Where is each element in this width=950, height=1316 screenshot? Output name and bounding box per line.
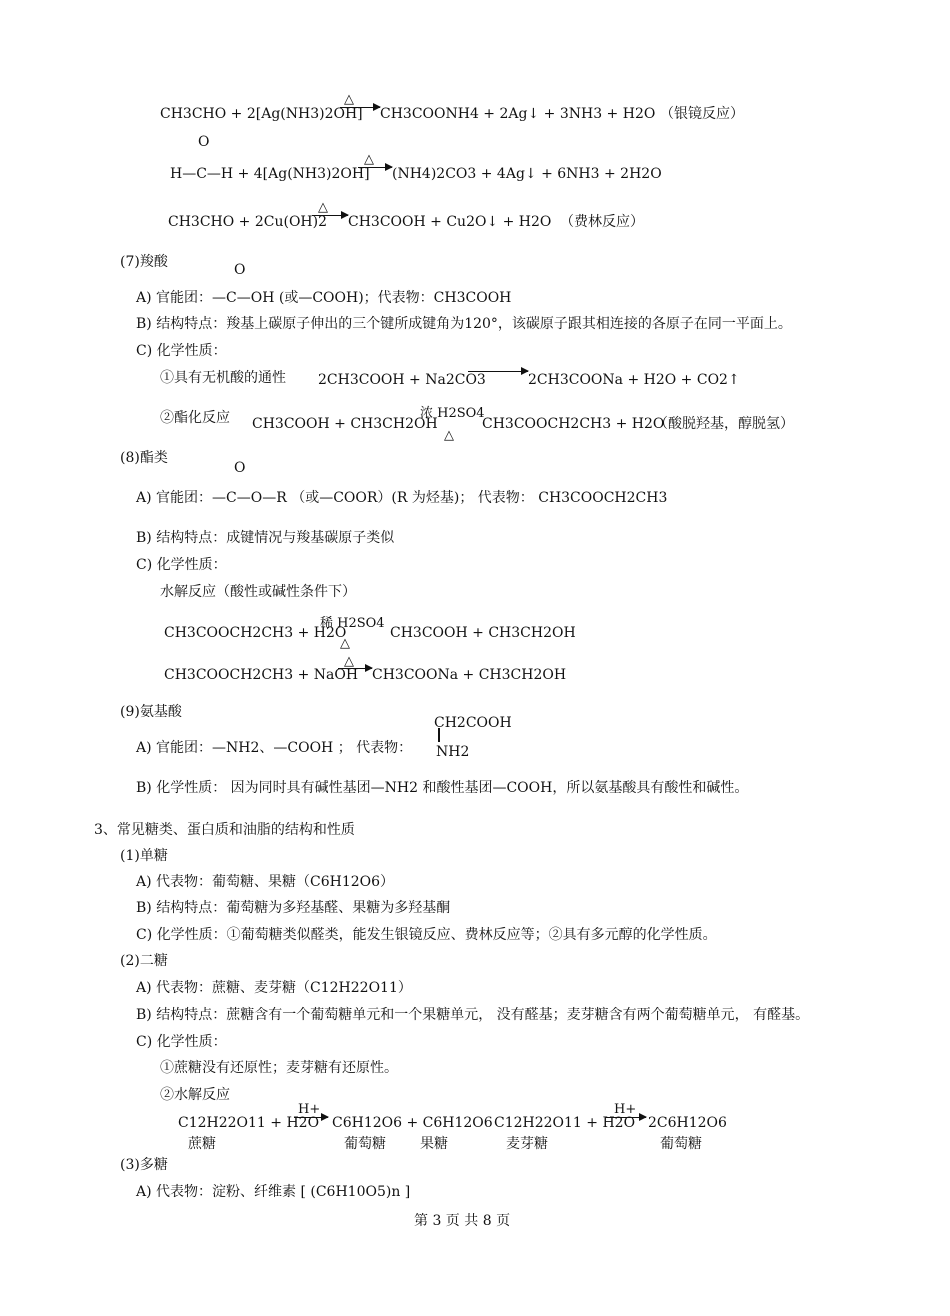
equation-sucrose-hydrolysis-right: C6H12O6 + C6H12O6: [332, 1115, 493, 1131]
reaction-arrow: [338, 668, 372, 669]
reaction-arrow: [340, 107, 380, 108]
reaction-arrow: [358, 167, 392, 168]
carbonyl-o-mark: O: [234, 460, 246, 476]
equation-formaldehyde-right: (NH4)2CO3 + 4Ag↓ + 6NH3 + 2H2O: [392, 166, 662, 182]
di-reducing-property: ①蔗糖没有还原性；麦芽糖有还原性。: [160, 1060, 398, 1076]
equation-formaldehyde-left: H—C—H + 4[Ag(NH3)2OH]: [170, 166, 370, 182]
condition-catalyst: H+: [614, 1102, 637, 1117]
section-title-sugars: 3、常见糖类、蛋白质和油脂的结构和性质: [94, 822, 355, 838]
sub-heading-disaccharides: (2)二糖: [120, 953, 168, 969]
equation-note: （酸脱羟基，醇脱氢）: [654, 416, 794, 432]
equation-esterification-right: CH3COOCH2CH3 + H2O: [482, 416, 665, 432]
equation-acid-hydrolysis-left: CH3COOCH2CH3 + H2O: [164, 625, 347, 641]
ester-functional-group: A) 官能团：—C—O—R （或—COOR）(R 为烃基)； 代表物： CH3COOCH2CH3: [136, 490, 668, 506]
sub-heading-monosaccharides: (1)单糖: [120, 848, 168, 864]
di-hydrolysis-label: ②水解反应: [160, 1087, 230, 1103]
mono-representatives: A) 代表物：葡萄糖、果糖（C6H12O6）: [136, 874, 395, 890]
acid-functional-group: A) 官能团：—C—OH (或—COOH)；代表物：CH3COOH: [136, 290, 512, 306]
glycine-structure-bottom: NH2: [436, 744, 470, 760]
compound-name: 葡萄糖: [344, 1136, 386, 1152]
di-structure: B) 结构特点：蔗糖含有一个葡萄糖单元和一个果糖单元， 没有醛基；麦芽糖含有两个葡萄糖单元， 有醛基。: [136, 1007, 810, 1023]
di-chemistry-label: C) 化学性质：: [136, 1034, 227, 1050]
mono-structure: B) 结构特点：葡萄糖为多羟基醛、果糖为多羟基酮: [136, 900, 451, 916]
condition-heat: △: [344, 92, 354, 107]
acid-structure: B) 结构特点：羧基上碳原子伸出的三个键所成键角为120°，该碳原子跟其相连接的各原子在同一平面上。: [136, 316, 792, 332]
equation-maltose-hydrolysis-left: C12H22O11 + H2O: [494, 1115, 636, 1131]
equation-base-hydrolysis-left: CH3COOCH2CH3 + NaOH: [164, 667, 359, 683]
equation-sucrose-hydrolysis-left: C12H22O11 + H2O: [178, 1115, 320, 1131]
condition-heat: △: [364, 152, 374, 167]
equation-maltose-hydrolysis-right: 2C6H12O6: [648, 1115, 727, 1131]
section-heading-amino-acids: (9)氨基酸: [120, 704, 182, 720]
di-representatives: A) 代表物：蔗糖、麦芽糖（C12H22O11）: [136, 980, 412, 996]
ester-hydrolysis-label: 水解反应（酸性或碱性条件下）: [160, 584, 356, 600]
reaction-arrow: [468, 371, 528, 372]
condition-catalyst: 浓 H2SO4: [420, 406, 485, 421]
equation-fehling-left: CH3CHO + 2Cu(OH)2: [168, 214, 328, 230]
condition-heat: △: [344, 654, 354, 669]
equation-acid-hydrolysis-right: CH3COOH + CH3CH2OH: [390, 625, 576, 641]
equation-silver-mirror-left: CH3CHO + 2[Ag(NH3)2OH]: [160, 106, 363, 122]
compound-name: 麦芽糖: [506, 1136, 548, 1152]
compound-name: 蔗糖: [188, 1136, 216, 1152]
section-heading-esters: (8)酯类: [120, 450, 168, 466]
equation-esterification-left: CH3COOH + CH3CH2OH: [252, 416, 438, 432]
sub-heading-polysaccharides: (3)多糖: [120, 1157, 168, 1173]
condition-heat: △: [444, 428, 454, 443]
condition-heat: △: [340, 636, 350, 651]
acid-chemistry-label: C) 化学性质：: [136, 343, 227, 359]
carbonyl-o-mark: O: [198, 134, 210, 150]
equation-fehling-right: CH3COOH + Cu2O↓ + H2O: [348, 214, 552, 230]
equation-acid-carbonate-left: 2CH3COOH + Na2CO3: [318, 372, 486, 388]
condition-catalyst: 稀 H2SO4: [320, 616, 385, 631]
condition-heat: △: [318, 200, 328, 215]
mono-chemistry: C) 化学性质：①葡萄糖类似醛类，能发生银镜反应、费林反应等；②具有多元醇的化学性质。: [136, 927, 717, 943]
equation-silver-mirror-right: CH3COONH4 + 2Ag↓ + 3NH3 + H2O: [380, 106, 656, 122]
reaction-arrow: [294, 1117, 328, 1118]
ester-chemistry-label: C) 化学性质：: [136, 557, 227, 573]
compound-name: 葡萄糖: [660, 1136, 702, 1152]
condition-catalyst: H+: [298, 1102, 321, 1117]
page-number: 第 3 页 共 8 页: [414, 1213, 511, 1229]
acid-property-2-label: ②酯化反应: [160, 410, 230, 426]
equation-base-hydrolysis-right: CH3COONa + CH3CH2OH: [372, 667, 567, 683]
poly-representatives: A) 代表物：淀粉、纤维素 [ (C6H10O5)n ]: [136, 1184, 411, 1200]
reaction-arrow: [606, 1117, 646, 1118]
bond-line: [438, 728, 440, 742]
amino-functional-group: A) 官能团：—NH2、—COOH ； 代表物：: [136, 740, 413, 756]
amino-chemistry: B) 化学性质： 因为同时具有碱性基团—NH2 和酸性基团—COOH，所以氨基酸具有酸性和碱性。: [136, 780, 749, 796]
equation-acid-carbonate-right: 2CH3COONa + H2O + CO2↑: [528, 372, 740, 388]
reaction-arrow: [312, 215, 348, 216]
compound-name: 果糖: [420, 1136, 448, 1152]
equation-note: （费林反应）: [560, 214, 644, 230]
glycine-structure-top: CH2COOH: [434, 715, 512, 731]
ester-structure: B) 结构特点：成键情况与羧基碳原子类似: [136, 530, 395, 546]
equation-note: （银镜反应）: [660, 106, 744, 122]
acid-property-1-label: ①具有无机酸的通性: [160, 370, 286, 386]
section-heading-carboxylic-acid: (7)羧酸: [120, 254, 168, 270]
carbonyl-o-mark: O: [234, 262, 246, 278]
